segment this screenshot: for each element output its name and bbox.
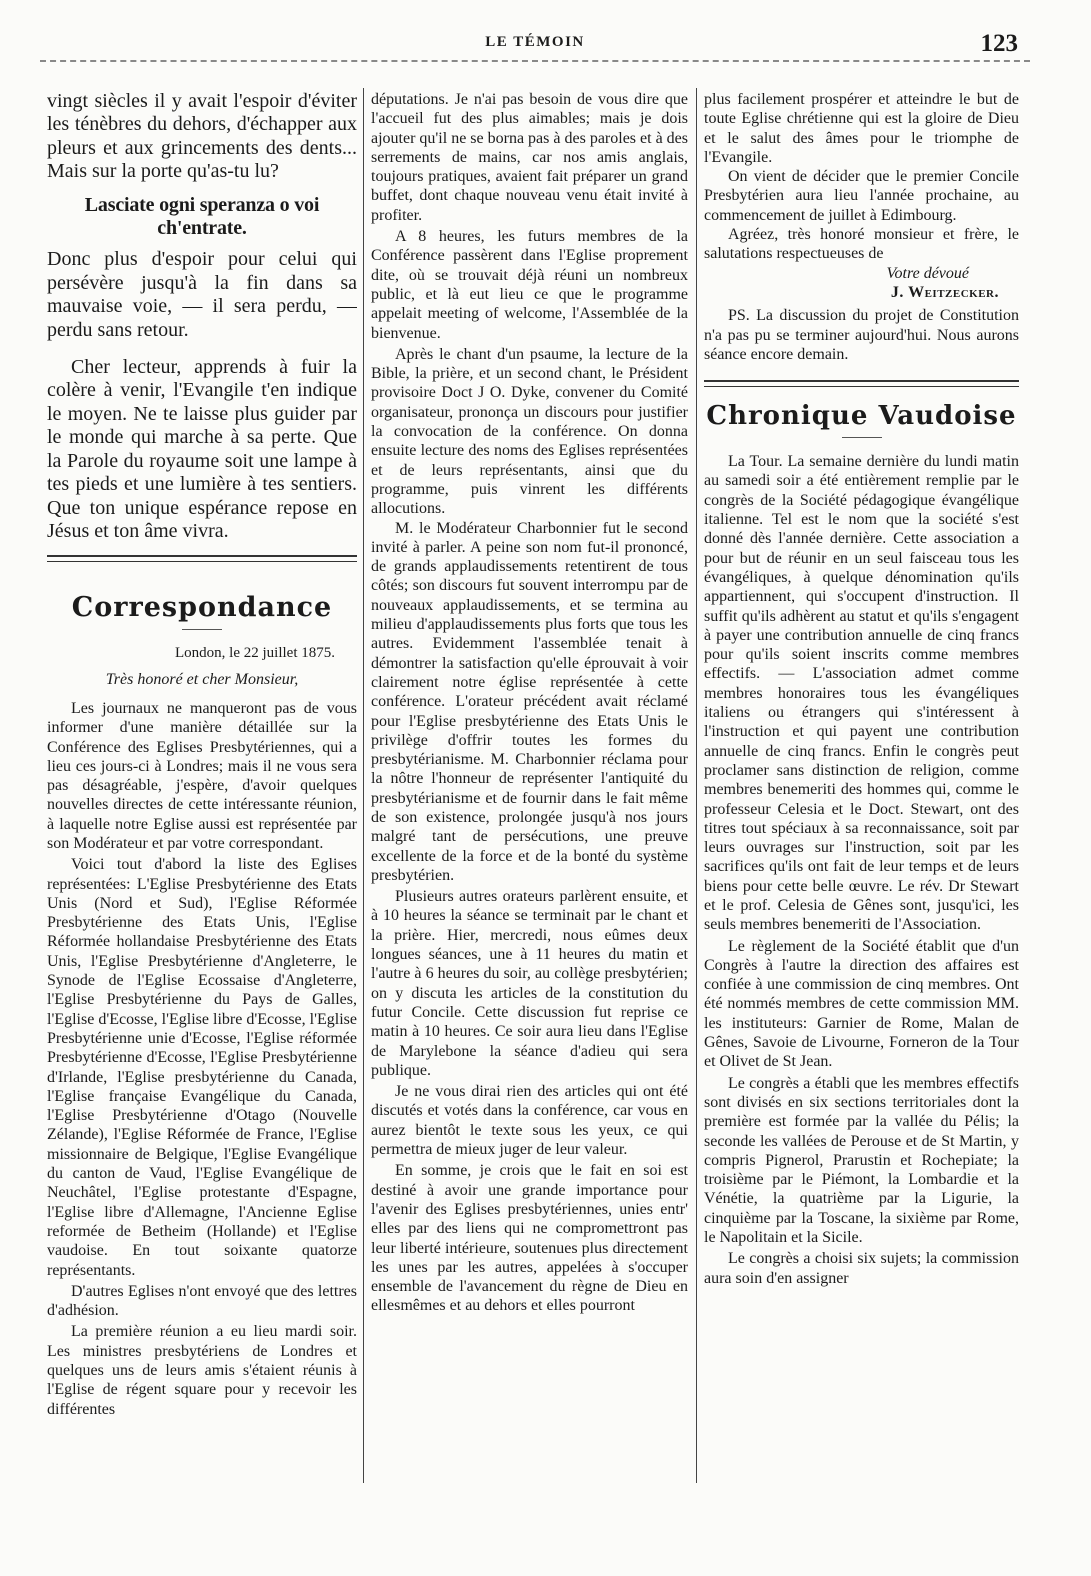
- page-number: 123: [980, 30, 1018, 57]
- paragraph: Le règlement de la Société établit que d'un Congrès à l'autre la direction des affaires est confiée à une commission de cinq membres. Ont été nommés membres de cette commission MM. les instituteurs: Garnier de Rome, Malan de Gênes, Savoie de Livourne, Forneron de la Tour et Olivet de St Jean.: [704, 937, 1019, 1071]
- title-underline: [842, 437, 882, 438]
- paragraph: M. le Modérateur Charbonnier fut le second invité à parler. A peine son nom fut-il prononcé, de grands applaudissements retentirent de tous côtés; son discours fut souvent interrompu par de nouveaux applaudissements, et se termina au milieu d'applaudissements plus forts que tous les autres. Evidemment l'assemblée tenait à démontrer la satisfaction qu'elle éprouvait à voir clairement notre église représentée à cette conférence. L'orateur précédent avait réclamé pour l'Eglise presbytérienne des Etats Unis le privilège d'offrir toutes les formes du presbytérianisme. M. Charbonnier réclama pour la nôtre l'honneur de représenter l'antiquité du presbytérianisme et de fournir dans le fait même de son existence, prolongée jusqu'à nos jours malgré tant de persécutions, une preuve excellente de la force et de la bonté du système presbytérien.: [371, 519, 688, 884]
- closing: Votre dévoué: [886, 264, 969, 282]
- paragraph: A 8 heures, les futurs membres de la Conférence passèrent dans l'Eglise proprement dite, où se trouvait déjà réuni un nombreux public, et là eut lieu ce que le programme appelait meeting of welcome, l'Assemblée de la bienvenue.: [371, 228, 688, 342]
- paragraph: Donc plus d'espoir pour celui qui persévère jusqu'à la fin dans sa mauvaise voie, — il sera perdu, — perdu sans retour.: [47, 248, 357, 341]
- column-3: [704, 90, 1019, 1485]
- paragraph: En somme, je crois que le fait en soi est destiné à avoir une grande importance pour l'avenir des Eglises presbytériennes, unies entr' elles par des liens qui ne compromettront pas leur liberté intérieure, soutenues plus directement les unes par les autres, appelées à s'occuper ensemble de l'avancement du règne de Dieu en ellesmêmes et au dehors et elles pourront: [371, 1162, 688, 1315]
- column-divider: [363, 88, 364, 1483]
- section-title-chronique: Chronique Vaudoise: [706, 401, 1017, 432]
- paragraph: Les journaux ne manqueront pas de vous informer d'une manière détaillée sur la Conférence des Eglises Presbytériennes, qui a lieu ces jours-ci à Londres; mais il ne vous sera pas désagréable, j'espère, d'avoir quelques nouvelles directes de cette intéressante réunion, à laquelle notre Eglise aussi est représentée par son Modérateur et par votre correspondant.: [47, 699, 357, 852]
- sermon-ending: [47, 90, 357, 543]
- dateline: London, le 22 juillet 1875.: [175, 645, 335, 662]
- column-2: [371, 90, 688, 1485]
- header-rule: [40, 60, 1030, 62]
- postscript: PS. La discussion du projet de Constitution n'a pas pu se terminer aujourd'hui. Nous aurons séance encore demain.: [704, 307, 1019, 363]
- section-title-correspondance: Correspondance: [71, 592, 333, 624]
- paragraph: On vient de décider que le premier Concile Presbytérien aura lieu l'année prochaine, au commencement de juillet à Edimbourg.: [704, 168, 1019, 224]
- paragraph: Voici tout d'abord la liste des Eglises représentées: L'Eglise Presbytérienne des Etats Unis (Nord et Sud), l'Eglise Réformée Presbytérienne des Etats Unis, l'Eglise Réformée hollandaise Presbytérienne des Etats Unis, l'Eglise Presbytérienne d'Angleterre, le Synode de l'Eglise Ecossaise d'Angleterre, l'Eglise Presbytérienne du Pays de Galles, l'Eglise d'Ecosse, l'Eglise libre d'Ecosse, l'Eglise Presbytérienne unie d'Ecosse, l'Eglise réformée Presbytérienne d'Ecosse, l'Eglise Presbytérienne d'Irlande, l'Eglise presbytérienne du Canada, l'Eglise française Evangélique du Canada, l'Eglise Presbytérienne d'Otago (Nouvelle Zélande), l'Eglise Réformée de France, l'Eglise missionnaire de Belgique, l'Eglise Evangélique du canton de Vaud, l'Eglise Evangélique de Neuchâtel, l'Eglise protestante d'Espagne, l'Eglise libre d'Allemagne, l'Ancienne Eglise reformée de Betheim (Hollande) et l'Eglise vaudoise. En tout soixante quatorze représentants.: [47, 856, 357, 1279]
- paragraph: Je ne vous dirai rien des articles qui ont été discutés et votés dans la conférence, car vous en aurez bientôt le texte sous les yeux, ce qui permettra de mieux juger de leur valeur.: [371, 1083, 688, 1159]
- paragraph: Après le chant d'un psaume, la lecture de la Bible, la prière, et un second chant, le Président provisoire Doct J O. Dyke, convener du Comité organisateur, prononça un discours pour justifier la convocation de la conférence. On donna ensuite lecture des noms des Eglises représentées et de leurs représentants, ainsi que du programme, puis vinrent les différents allocutions.: [371, 345, 688, 518]
- running-title: LE TÉMOIN: [485, 34, 585, 50]
- paragraph: Le congrès a établi que les membres effectifs sont divisés en six sections territoriales dont la première est formée par la vallée du Pélis; la seconde les vallées de Perouse et de St Martin, y compris Pignerol, Prarustin et Rochepiate; la troisième par le Piémont, la Lombardie et la Vénétie, la quatrième par la Ligurie, la cinquième par la Toscane, la sixième par Rome, le Napolitain et la Sicile.: [704, 1074, 1019, 1247]
- column-divider: [696, 88, 697, 1483]
- paragraph: La Tour. La semaine dernière du lundi matin au samedi soir a été entièrement remplie par le congrès de la Société pédagogique évangélique italienne. Tel est le nom que la société s'est donné dès l'année dernière. Cette association a pour but de réunir en un seul faisceau tous les évangéliques, à quelque dénomination qu'ils appartiennent, qui s'occupent d'instruction. Il suffit qu'ils adhèrent au statut et qu'ils s'engagent à payer une contribution annuelle de cinq francs pour qu'ils soient inscrits comme membres effectifs. — L'association admet comme membres honoraires tous les évangéliques italiens ou étrangers qui s'intéressent à l'instruction et qui payent une contribution annuelle de cinq francs. Enfin le congrès peut proclamer sans distinction de religion, comme membres benemeriti des hommes qui, comme le professeur Celesia et le Doct. Stewart, ont des titres tout spéciaux à sa reconnaissance, soit par leurs ouvrages sur l'instruction, soit par les sacrifices qu'ils ont fait de leur temps et de leurs biens pour cette belle œuvre. Le rév. Dr Stewart et le prof. Celesia de Gênes sont, jusqu'ici, les seuls membres benemeriti de l'Association.: [704, 453, 1019, 934]
- paragraph: députations. Je n'ai pas besoin de vous dire que l'accueil fut des plus aimables; mais je dois ajouter qu'il ne se borna pas à des paroles et à des serrements de mains, car nos amis anglais, toujours pratiques, avaient fait préparer un grand buffet, dont chaque nouveau venu était invité à profiter.: [371, 91, 688, 224]
- page-header: [40, 30, 1030, 66]
- paragraph: Le congrès a choisi six sujets; la commission aura soin d'en assigner: [704, 1250, 1019, 1287]
- section-divider: [47, 555, 357, 562]
- paragraph: Agréez, très honoré monsieur et frère, le salutations respectueuses de: [704, 226, 1019, 263]
- dante-quote: Lasciate ogni speranza o voi ch'entrate.: [84, 193, 320, 240]
- title-underline: [182, 629, 222, 630]
- column-1: [47, 90, 357, 1485]
- paragraph: plus facilement prospérer et atteindre le but de toute Eglise chrétienne qui est la gloire de Dieu et le salut des âmes pour le triomphe de l'Evangile.: [704, 91, 1019, 166]
- paragraph: La première réunion a eu lieu mardi soir. Les ministres presbytériens de Londres et quelques uns de leurs amis s'étaient réunis à l'Eglise de régent square pour y recevoir les différentes: [47, 1323, 357, 1418]
- paragraph: D'autres Eglises n'ont envoyé que des lettres d'adhésion.: [47, 1282, 357, 1320]
- paragraph: vingt siècles il y avait l'espoir d'éviter les ténèbres du dehors, d'échapper aux pleurs et aux grincements des dents... Mais sur la porte qu'as-tu lu?: [47, 90, 357, 183]
- paragraph: Cher lecteur, apprends à fuir la colère à venir, l'Evangile t'en indique le moyen. Ne te laisse plus guider par le monde qui marche à sa perte. Que la Parole du royaume soit une lampe à tes pieds et une lumière à tes sentiers. Que ton unique espérance repose en Jésus et ton âme vivra.: [47, 356, 357, 542]
- signature: J. Weitzecker.: [890, 283, 999, 301]
- paragraph: Plusieurs autres orateurs parlèrent ensuite, et à 10 heures la séance se terminait par le chant et la prière. Hier, mercredi, nous eûmes deux longues séances, une à 11 heures du matin et l'autre à 6 heures du soir, au collège presbytérien; on y discuta les articles de la constitution du futur Concile. Cette discussion fut reprise ce matin à 10 heures. Ce soir aura lieu dans l'Eglise de Marylebone la séance d'adieu qui sera publique.: [371, 888, 688, 1079]
- section-divider: [704, 380, 1019, 387]
- salutation: Très honoré et cher Monsieur,: [105, 670, 299, 688]
